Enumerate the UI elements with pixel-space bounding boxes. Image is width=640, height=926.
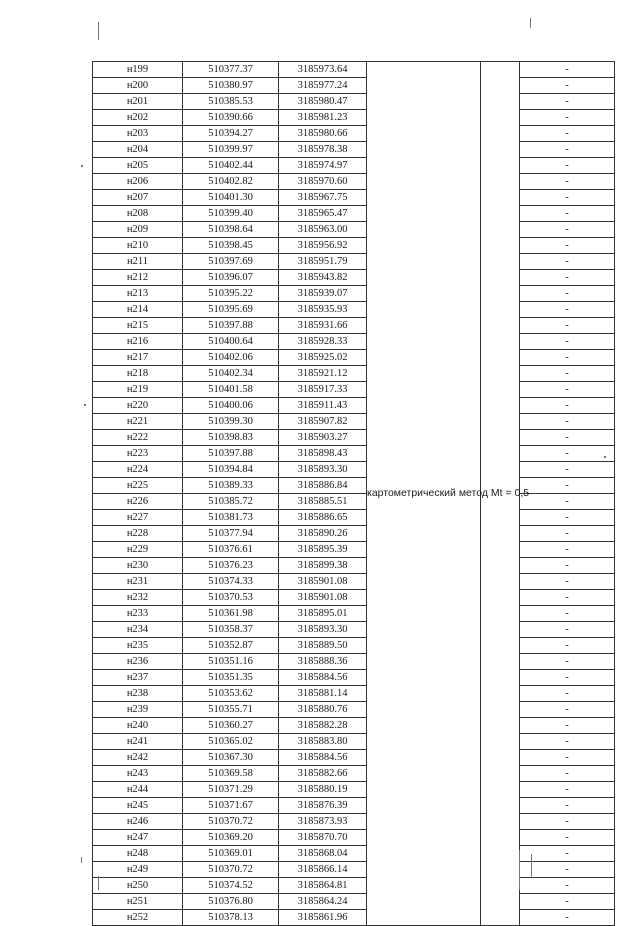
point-name-cell: н201 bbox=[93, 94, 183, 110]
error-cell: - bbox=[520, 718, 615, 734]
error-cell: - bbox=[520, 638, 615, 654]
table-row bbox=[93, 766, 615, 782]
error-cell: - bbox=[520, 654, 615, 670]
coordinates-table bbox=[92, 61, 615, 926]
error-cell: - bbox=[520, 78, 615, 94]
point-name-cell: н218 bbox=[93, 366, 183, 382]
point-name-cell: н224 bbox=[93, 462, 183, 478]
x-coordinate-cell: 510369.01 bbox=[183, 846, 279, 862]
y-coordinate-cell: 3185866.14 bbox=[279, 862, 367, 878]
table-row bbox=[93, 526, 615, 542]
table-row bbox=[93, 734, 615, 750]
table-row bbox=[93, 798, 615, 814]
x-coordinate-cell: 510376.80 bbox=[183, 894, 279, 910]
y-coordinate-cell: 3185931.66 bbox=[279, 318, 367, 334]
x-coordinate-cell: 510397.88 bbox=[183, 318, 279, 334]
point-name-cell: н207 bbox=[93, 190, 183, 206]
x-coordinate-cell: 510395.69 bbox=[183, 302, 279, 318]
error-cell: - bbox=[520, 126, 615, 142]
error-cell: - bbox=[520, 302, 615, 318]
point-name-cell: н236 bbox=[93, 654, 183, 670]
error-cell: - bbox=[520, 830, 615, 846]
error-cell: - bbox=[520, 62, 615, 78]
table-row bbox=[93, 782, 615, 798]
error-cell: - bbox=[520, 734, 615, 750]
scan-speck bbox=[604, 456, 606, 458]
point-name-cell: н203 bbox=[93, 126, 183, 142]
x-coordinate-cell: 510374.52 bbox=[183, 878, 279, 894]
table-row bbox=[93, 462, 615, 478]
error-cell: - bbox=[520, 110, 615, 126]
point-name-cell: н234 bbox=[93, 622, 183, 638]
point-name-cell: н226 bbox=[93, 494, 183, 510]
point-name-cell: н242 bbox=[93, 750, 183, 766]
point-name-cell: н241 bbox=[93, 734, 183, 750]
y-coordinate-cell: 3185884.56 bbox=[279, 670, 367, 686]
table-row bbox=[93, 62, 615, 78]
x-coordinate-cell: 510381.73 bbox=[183, 510, 279, 526]
x-coordinate-cell: 510385.72 bbox=[183, 494, 279, 510]
x-coordinate-cell: 510369.20 bbox=[183, 830, 279, 846]
table-row bbox=[93, 750, 615, 766]
x-coordinate-cell: 510353.62 bbox=[183, 686, 279, 702]
point-name-cell: н230 bbox=[93, 558, 183, 574]
error-cell: - bbox=[520, 798, 615, 814]
table-row bbox=[93, 894, 615, 910]
point-name-cell: н202 bbox=[93, 110, 183, 126]
point-name-cell: н238 bbox=[93, 686, 183, 702]
error-cell: - bbox=[520, 254, 615, 270]
error-cell: - bbox=[520, 910, 615, 926]
point-name-cell: н248 bbox=[93, 846, 183, 862]
table-row bbox=[93, 110, 615, 126]
x-coordinate-cell: 510402.44 bbox=[183, 158, 279, 174]
point-name-cell: н228 bbox=[93, 526, 183, 542]
error-cell: - bbox=[520, 670, 615, 686]
error-cell: - bbox=[520, 814, 615, 830]
error-cell: - bbox=[520, 414, 615, 430]
point-name-cell: н245 bbox=[93, 798, 183, 814]
x-coordinate-cell: 510361.98 bbox=[183, 606, 279, 622]
x-coordinate-cell: 510389.33 bbox=[183, 478, 279, 494]
y-coordinate-cell: 3185882.66 bbox=[279, 766, 367, 782]
y-coordinate-cell: 3185967.75 bbox=[279, 190, 367, 206]
scan-speck bbox=[98, 876, 99, 890]
x-coordinate-cell: 510400.06 bbox=[183, 398, 279, 414]
x-coordinate-cell: 510396.07 bbox=[183, 270, 279, 286]
error-cell: - bbox=[520, 606, 615, 622]
table-row bbox=[93, 126, 615, 142]
y-coordinate-cell: 3185925.02 bbox=[279, 350, 367, 366]
table-row bbox=[93, 302, 615, 318]
point-name-cell: н222 bbox=[93, 430, 183, 446]
scan-speck bbox=[81, 165, 83, 167]
x-coordinate-cell: 510360.27 bbox=[183, 718, 279, 734]
point-name-cell: н210 bbox=[93, 238, 183, 254]
error-cell: - bbox=[520, 782, 615, 798]
y-coordinate-cell: 3185951.79 bbox=[279, 254, 367, 270]
error-cell: - bbox=[520, 398, 615, 414]
y-coordinate-cell: 3185973.64 bbox=[279, 62, 367, 78]
y-coordinate-cell: 3185893.30 bbox=[279, 462, 367, 478]
table-row bbox=[93, 286, 615, 302]
y-coordinate-cell: 3185880.19 bbox=[279, 782, 367, 798]
scan-speck bbox=[519, 850, 520, 890]
point-name-cell: н239 bbox=[93, 702, 183, 718]
x-coordinate-cell: 510367.30 bbox=[183, 750, 279, 766]
y-coordinate-cell: 3185980.47 bbox=[279, 94, 367, 110]
point-name-cell: н235 bbox=[93, 638, 183, 654]
y-coordinate-cell: 3185980.66 bbox=[279, 126, 367, 142]
y-coordinate-cell: 3185974.97 bbox=[279, 158, 367, 174]
x-coordinate-cell: 510376.61 bbox=[183, 542, 279, 558]
scan-speck bbox=[98, 22, 99, 40]
error-cell: - bbox=[520, 846, 615, 862]
y-coordinate-cell: 3185895.01 bbox=[279, 606, 367, 622]
y-coordinate-cell: 3185956.92 bbox=[279, 238, 367, 254]
table-row bbox=[93, 542, 615, 558]
y-coordinate-cell: 3185884.56 bbox=[279, 750, 367, 766]
y-coordinate-cell: 3185921.12 bbox=[279, 366, 367, 382]
x-coordinate-cell: 510397.88 bbox=[183, 446, 279, 462]
y-coordinate-cell: 3185899.38 bbox=[279, 558, 367, 574]
y-coordinate-cell: 3185868.04 bbox=[279, 846, 367, 862]
error-cell: - bbox=[520, 318, 615, 334]
x-coordinate-cell: 510400.64 bbox=[183, 334, 279, 350]
point-name-cell: н220 bbox=[93, 398, 183, 414]
y-coordinate-cell: 3185911.43 bbox=[279, 398, 367, 414]
y-coordinate-cell: 3185901.08 bbox=[279, 574, 367, 590]
y-coordinate-cell: 3185935.93 bbox=[279, 302, 367, 318]
x-coordinate-cell: 510402.06 bbox=[183, 350, 279, 366]
point-name-cell: н250 bbox=[93, 878, 183, 894]
error-cell: - bbox=[520, 430, 615, 446]
x-coordinate-cell: 510399.40 bbox=[183, 206, 279, 222]
scan-speck bbox=[531, 854, 532, 878]
point-name-cell: н251 bbox=[93, 894, 183, 910]
y-coordinate-cell: 3185880.76 bbox=[279, 702, 367, 718]
y-coordinate-cell: 3185889.50 bbox=[279, 638, 367, 654]
point-name-cell: н217 bbox=[93, 350, 183, 366]
x-coordinate-cell: 510358.37 bbox=[183, 622, 279, 638]
point-name-cell: н216 bbox=[93, 334, 183, 350]
point-name-cell: н212 bbox=[93, 270, 183, 286]
error-cell: - bbox=[520, 590, 615, 606]
table-row bbox=[93, 174, 615, 190]
x-coordinate-cell: 510394.84 bbox=[183, 462, 279, 478]
table-row bbox=[93, 78, 615, 94]
y-coordinate-cell: 3185917.33 bbox=[279, 382, 367, 398]
y-coordinate-cell: 3185870.70 bbox=[279, 830, 367, 846]
point-name-cell: н227 bbox=[93, 510, 183, 526]
x-coordinate-cell: 510371.29 bbox=[183, 782, 279, 798]
x-coordinate-cell: 510401.30 bbox=[183, 190, 279, 206]
error-cell: - bbox=[520, 462, 615, 478]
error-cell: - bbox=[520, 686, 615, 702]
table-row bbox=[93, 190, 615, 206]
scan-speck bbox=[81, 857, 82, 863]
point-name-cell: н232 bbox=[93, 590, 183, 606]
y-coordinate-cell: 3185970.60 bbox=[279, 174, 367, 190]
table-row bbox=[93, 606, 615, 622]
table-row bbox=[93, 238, 615, 254]
x-coordinate-cell: 510399.30 bbox=[183, 414, 279, 430]
point-name-cell: н215 bbox=[93, 318, 183, 334]
table-row bbox=[93, 398, 615, 414]
y-coordinate-cell: 3185876.39 bbox=[279, 798, 367, 814]
scan-speck bbox=[530, 18, 531, 28]
x-coordinate-cell: 510365.02 bbox=[183, 734, 279, 750]
y-coordinate-cell: 3185890.26 bbox=[279, 526, 367, 542]
x-coordinate-cell: 510398.83 bbox=[183, 430, 279, 446]
error-cell: - bbox=[520, 494, 615, 510]
table-row bbox=[93, 686, 615, 702]
point-name-cell: н231 bbox=[93, 574, 183, 590]
table-row bbox=[93, 350, 615, 366]
x-coordinate-cell: 510370.53 bbox=[183, 590, 279, 606]
y-coordinate-cell: 3185903.27 bbox=[279, 430, 367, 446]
point-name-cell: н204 bbox=[93, 142, 183, 158]
table-row bbox=[93, 366, 615, 382]
y-coordinate-cell: 3185898.43 bbox=[279, 446, 367, 462]
point-name-cell: н206 bbox=[93, 174, 183, 190]
error-cell: - bbox=[520, 622, 615, 638]
coordinates-table-body bbox=[93, 62, 615, 926]
y-coordinate-cell: 3185895.39 bbox=[279, 542, 367, 558]
y-coordinate-cell: 3185864.81 bbox=[279, 878, 367, 894]
error-cell: - bbox=[520, 750, 615, 766]
x-coordinate-cell: 510374.33 bbox=[183, 574, 279, 590]
y-coordinate-cell: 3185886.84 bbox=[279, 478, 367, 494]
table-row bbox=[93, 670, 615, 686]
table-row bbox=[93, 94, 615, 110]
table-row bbox=[93, 318, 615, 334]
x-coordinate-cell: 510355.71 bbox=[183, 702, 279, 718]
table-row bbox=[93, 590, 615, 606]
table-row bbox=[93, 702, 615, 718]
point-name-cell: н252 bbox=[93, 910, 183, 926]
table-row bbox=[93, 654, 615, 670]
point-name-cell: н237 bbox=[93, 670, 183, 686]
point-name-cell: н219 bbox=[93, 382, 183, 398]
x-coordinate-cell: 510385.53 bbox=[183, 94, 279, 110]
y-coordinate-cell: 3185881.14 bbox=[279, 686, 367, 702]
error-cell: - bbox=[520, 478, 615, 494]
error-cell: - bbox=[520, 270, 615, 286]
error-cell: - bbox=[520, 542, 615, 558]
y-coordinate-cell: 3185886.65 bbox=[279, 510, 367, 526]
error-cell: - bbox=[520, 238, 615, 254]
y-coordinate-cell: 3185901.08 bbox=[279, 590, 367, 606]
table-row bbox=[93, 142, 615, 158]
y-coordinate-cell: 3185981.23 bbox=[279, 110, 367, 126]
point-name-cell: н229 bbox=[93, 542, 183, 558]
point-name-cell: н247 bbox=[93, 830, 183, 846]
scan-speck bbox=[84, 404, 86, 406]
table-row bbox=[93, 478, 615, 494]
table-row bbox=[93, 510, 615, 526]
table-row bbox=[93, 158, 615, 174]
error-cell: - bbox=[520, 206, 615, 222]
table-row bbox=[93, 574, 615, 590]
error-cell: - bbox=[520, 894, 615, 910]
error-cell: - bbox=[520, 366, 615, 382]
table-row bbox=[93, 414, 615, 430]
table-row bbox=[93, 910, 615, 926]
x-coordinate-cell: 510397.69 bbox=[183, 254, 279, 270]
error-cell: - bbox=[520, 158, 615, 174]
table-row bbox=[93, 862, 615, 878]
table-row bbox=[93, 494, 615, 510]
error-cell: - bbox=[520, 574, 615, 590]
table-row bbox=[93, 718, 615, 734]
x-coordinate-cell: 510401.58 bbox=[183, 382, 279, 398]
x-coordinate-cell: 510395.22 bbox=[183, 286, 279, 302]
y-coordinate-cell: 3185861.96 bbox=[279, 910, 367, 926]
point-name-cell: н221 bbox=[93, 414, 183, 430]
x-coordinate-cell: 510352.87 bbox=[183, 638, 279, 654]
y-coordinate-cell: 3185977.24 bbox=[279, 78, 367, 94]
x-coordinate-cell: 510377.37 bbox=[183, 62, 279, 78]
error-cell: - bbox=[520, 174, 615, 190]
error-cell: - bbox=[520, 510, 615, 526]
y-coordinate-cell: 3185928.33 bbox=[279, 334, 367, 350]
x-coordinate-cell: 510394.27 bbox=[183, 126, 279, 142]
x-coordinate-cell: 510371.67 bbox=[183, 798, 279, 814]
error-cell: - bbox=[520, 446, 615, 462]
error-cell: - bbox=[520, 142, 615, 158]
table-row bbox=[93, 382, 615, 398]
point-name-cell: н211 bbox=[93, 254, 183, 270]
error-cell: - bbox=[520, 350, 615, 366]
x-coordinate-cell: 510351.16 bbox=[183, 654, 279, 670]
point-name-cell: н205 bbox=[93, 158, 183, 174]
x-coordinate-cell: 510377.94 bbox=[183, 526, 279, 542]
table-row bbox=[93, 270, 615, 286]
error-cell: - bbox=[520, 94, 615, 110]
point-name-cell: н214 bbox=[93, 302, 183, 318]
error-cell: - bbox=[520, 382, 615, 398]
x-coordinate-cell: 510369.58 bbox=[183, 766, 279, 782]
error-cell: - bbox=[520, 766, 615, 782]
error-cell: - bbox=[520, 702, 615, 718]
table-row bbox=[93, 830, 615, 846]
x-coordinate-cell: 510402.34 bbox=[183, 366, 279, 382]
point-name-cell: н244 bbox=[93, 782, 183, 798]
table-row bbox=[93, 846, 615, 862]
point-name-cell: н240 bbox=[93, 718, 183, 734]
table-row bbox=[93, 878, 615, 894]
table-row bbox=[93, 558, 615, 574]
x-coordinate-cell: 510378.13 bbox=[183, 910, 279, 926]
y-coordinate-cell: 3185943.82 bbox=[279, 270, 367, 286]
error-cell: - bbox=[520, 558, 615, 574]
x-coordinate-cell: 510398.45 bbox=[183, 238, 279, 254]
error-cell: - bbox=[520, 526, 615, 542]
error-cell: - bbox=[520, 862, 615, 878]
x-coordinate-cell: 510399.97 bbox=[183, 142, 279, 158]
table-row bbox=[93, 222, 615, 238]
point-name-cell: н209 bbox=[93, 222, 183, 238]
y-coordinate-cell: 3185888.36 bbox=[279, 654, 367, 670]
error-cell: - bbox=[520, 878, 615, 894]
error-cell: - bbox=[520, 286, 615, 302]
y-coordinate-cell: 3185978.38 bbox=[279, 142, 367, 158]
x-coordinate-cell: 510351.35 bbox=[183, 670, 279, 686]
y-coordinate-cell: 3185939.07 bbox=[279, 286, 367, 302]
y-coordinate-cell: 3185873.93 bbox=[279, 814, 367, 830]
point-name-cell: н243 bbox=[93, 766, 183, 782]
y-coordinate-cell: 3185885.51 bbox=[279, 494, 367, 510]
x-coordinate-cell: 510402.82 bbox=[183, 174, 279, 190]
y-coordinate-cell: 3185864.24 bbox=[279, 894, 367, 910]
table-row bbox=[93, 206, 615, 222]
point-name-cell: н233 bbox=[93, 606, 183, 622]
error-cell: - bbox=[520, 222, 615, 238]
x-coordinate-cell: 510376.23 bbox=[183, 558, 279, 574]
method-cell: картометрический метод Mt = 0,5 bbox=[367, 62, 481, 926]
x-coordinate-cell: 510370.72 bbox=[183, 862, 279, 878]
x-coordinate-cell: 510398.64 bbox=[183, 222, 279, 238]
error-cell: - bbox=[520, 190, 615, 206]
x-coordinate-cell: 510380.97 bbox=[183, 78, 279, 94]
table-row bbox=[93, 254, 615, 270]
y-coordinate-cell: 3185882.28 bbox=[279, 718, 367, 734]
table-row bbox=[93, 622, 615, 638]
point-name-cell: н213 bbox=[93, 286, 183, 302]
table-row bbox=[93, 638, 615, 654]
point-name-cell: н249 bbox=[93, 862, 183, 878]
point-name-cell: н208 bbox=[93, 206, 183, 222]
y-coordinate-cell: 3185965.47 bbox=[279, 206, 367, 222]
x-coordinate-cell: 510370.72 bbox=[183, 814, 279, 830]
table-row bbox=[93, 814, 615, 830]
table-row bbox=[93, 430, 615, 446]
table-row bbox=[93, 446, 615, 462]
point-name-cell: н225 bbox=[93, 478, 183, 494]
table-row bbox=[93, 334, 615, 350]
x-coordinate-cell: 510390.66 bbox=[183, 110, 279, 126]
error-cell: - bbox=[520, 334, 615, 350]
y-coordinate-cell: 3185907.82 bbox=[279, 414, 367, 430]
y-coordinate-cell: 3185883.80 bbox=[279, 734, 367, 750]
point-name-cell: н223 bbox=[93, 446, 183, 462]
point-name-cell: н246 bbox=[93, 814, 183, 830]
y-coordinate-cell: 3185893.30 bbox=[279, 622, 367, 638]
point-name-cell: н199 bbox=[93, 62, 183, 78]
y-coordinate-cell: 3185963.00 bbox=[279, 222, 367, 238]
point-name-cell: н200 bbox=[93, 78, 183, 94]
